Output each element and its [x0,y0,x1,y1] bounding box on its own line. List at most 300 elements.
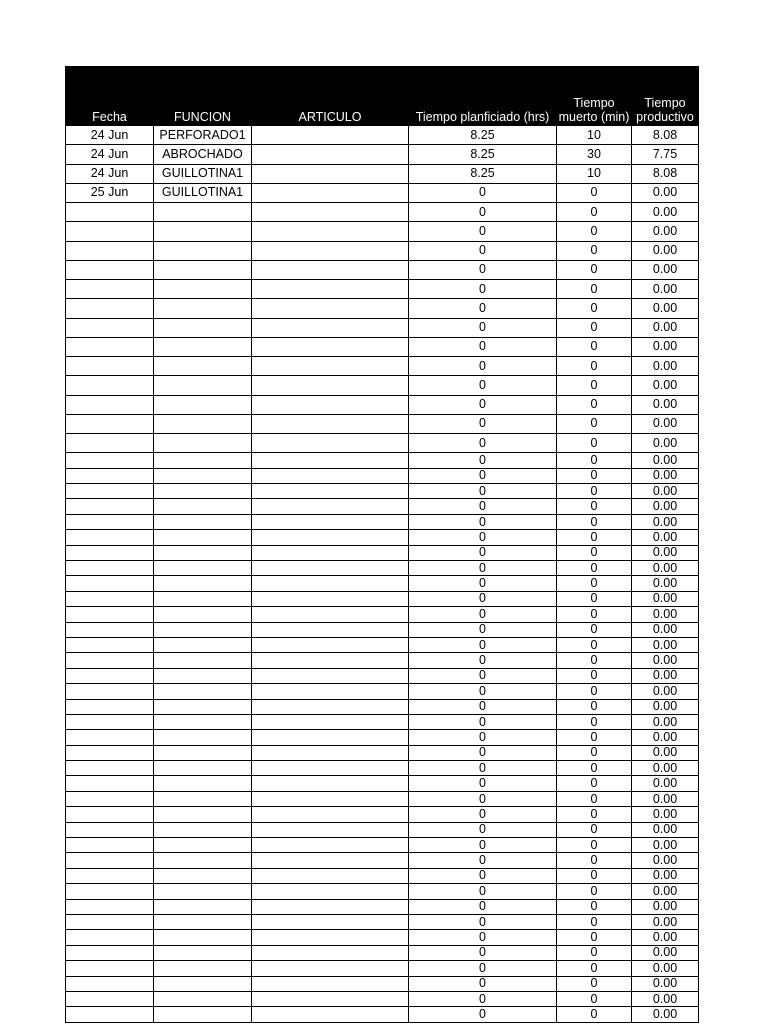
cell-tiempo-productivo: 0.00 [632,222,699,241]
cell-tiempo-productivo: 0.00 [632,622,699,637]
cell-tiempo-planificado: 0 [409,791,557,806]
cell-tiempo-productivo: 0.00 [632,260,699,279]
cell-tiempo-muerto: 0 [557,1007,632,1022]
cell-tiempo-productivo: 0.00 [632,991,699,1006]
cell-tiempo-muerto: 0 [557,337,632,356]
cell-tiempo-muerto: 10 [557,164,632,183]
cell-tiempo-planificado: 0 [409,453,557,468]
cell-tiempo-productivo: 0.00 [632,499,699,514]
cell-tiempo-productivo: 0.00 [632,791,699,806]
cell-fecha [66,607,154,622]
table-row [66,545,699,560]
table-row [66,699,699,714]
cell-tiempo-productivo: 0.00 [632,714,699,729]
header-fecha: Fecha [66,67,154,126]
cell-funcion [154,822,252,837]
cell-fecha: 25 Jun [66,183,154,202]
cell-fecha [66,453,154,468]
cell-tiempo-planificado: 0 [409,414,557,433]
cell-tiempo-muerto: 0 [557,499,632,514]
cell-tiempo-productivo: 0.00 [632,468,699,483]
cell-fecha [66,853,154,868]
cell-tiempo-planificado: 0 [409,434,557,453]
table-row [66,164,699,183]
cell-articulo [252,791,409,806]
cell-tiempo-planificado: 0 [409,745,557,760]
cell-fecha [66,241,154,260]
cell-tiempo-muerto: 0 [557,376,632,395]
cell-tiempo-planificado: 0 [409,884,557,899]
cell-fecha [66,545,154,560]
cell-tiempo-planificado: 0 [409,714,557,729]
cell-funcion [154,357,252,376]
table-row [66,203,699,222]
cell-tiempo-planificado: 0 [409,930,557,945]
cell-articulo [252,560,409,575]
table-row [66,838,699,853]
table-row [66,499,699,514]
cell-fecha [66,761,154,776]
cell-tiempo-muerto: 0 [557,514,632,529]
cell-fecha [66,576,154,591]
table-row [66,637,699,652]
cell-tiempo-muerto: 0 [557,945,632,960]
cell-tiempo-planificado: 0 [409,183,557,202]
cell-tiempo-muerto: 0 [557,637,632,652]
cell-funcion: GUILLOTINA1 [154,183,252,202]
cell-tiempo-productivo: 0.00 [632,914,699,929]
cell-funcion [154,514,252,529]
cell-tiempo-muerto: 0 [557,530,632,545]
table-row [66,514,699,529]
cell-fecha [66,899,154,914]
cell-tiempo-muerto: 0 [557,484,632,499]
cell-tiempo-productivo: 0.00 [632,560,699,575]
cell-funcion: PERFORADO1 [154,126,252,145]
cell-fecha [66,260,154,279]
cell-articulo [252,868,409,883]
cell-tiempo-muerto: 10 [557,126,632,145]
cell-funcion [154,241,252,260]
table-row [66,145,699,164]
cell-tiempo-planificado: 0 [409,484,557,499]
cell-fecha [66,730,154,745]
cell-funcion [154,699,252,714]
cell-tiempo-muerto: 0 [557,607,632,622]
cell-tiempo-planificado: 0 [409,684,557,699]
cell-fecha [66,991,154,1006]
cell-fecha [66,945,154,960]
cell-funcion [154,318,252,337]
cell-fecha [66,684,154,699]
cell-tiempo-productivo: 0.00 [632,653,699,668]
cell-articulo [252,591,409,606]
cell-fecha [66,868,154,883]
cell-tiempo-productivo: 0.00 [632,637,699,652]
cell-fecha [66,745,154,760]
cell-articulo [252,914,409,929]
cell-tiempo-productivo: 0.00 [632,853,699,868]
cell-funcion [154,622,252,637]
table-body [66,126,699,1023]
cell-tiempo-productivo: 0.00 [632,203,699,222]
header-funcion: FUNCION [154,67,252,126]
header-tiempo-productivo: Tiempo productivo [632,67,699,126]
cell-tiempo-planificado: 0 [409,357,557,376]
cell-tiempo-productivo: 7.75 [632,145,699,164]
cell-fecha [66,591,154,606]
cell-articulo [252,376,409,395]
cell-articulo [252,961,409,976]
cell-tiempo-muerto: 0 [557,930,632,945]
cell-tiempo-productivo: 0.00 [632,591,699,606]
cell-tiempo-planificado: 0 [409,668,557,683]
table-row [66,884,699,899]
cell-fecha [66,499,154,514]
cell-articulo [252,357,409,376]
cell-tiempo-productivo: 8.08 [632,164,699,183]
cell-articulo [252,395,409,414]
cell-fecha [66,203,154,222]
table-row [66,776,699,791]
cell-tiempo-planificado: 0 [409,1007,557,1022]
cell-articulo [252,260,409,279]
cell-tiempo-planificado: 0 [409,607,557,622]
table-row [66,853,699,868]
cell-tiempo-planificado: 0 [409,807,557,822]
table-row [66,868,699,883]
cell-tiempo-muerto: 0 [557,899,632,914]
table-row [66,337,699,356]
cell-fecha [66,484,154,499]
cell-funcion [154,337,252,356]
cell-tiempo-muerto: 0 [557,653,632,668]
cell-tiempo-planificado: 0 [409,899,557,914]
cell-funcion [154,838,252,853]
table-row [66,395,699,414]
table-row [66,914,699,929]
cell-funcion: GUILLOTINA1 [154,164,252,183]
cell-tiempo-productivo: 0.00 [632,576,699,591]
cell-funcion [154,280,252,299]
cell-funcion [154,991,252,1006]
cell-fecha [66,434,154,453]
cell-funcion [154,222,252,241]
cell-fecha [66,914,154,929]
table-row [66,761,699,776]
cell-tiempo-productivo: 0.00 [632,414,699,433]
cell-articulo [252,899,409,914]
cell-tiempo-muerto: 0 [557,357,632,376]
cell-funcion [154,761,252,776]
table-row [66,484,699,499]
table-row [66,930,699,945]
cell-tiempo-planificado: 0 [409,838,557,853]
cell-tiempo-productivo: 0.00 [632,395,699,414]
cell-articulo [252,530,409,545]
cell-tiempo-planificado: 0 [409,591,557,606]
table-row [66,822,699,837]
cell-funcion [154,868,252,883]
table-row [66,714,699,729]
cell-tiempo-muerto: 0 [557,560,632,575]
cell-tiempo-productivo: 0.00 [632,1007,699,1022]
table-row [66,653,699,668]
cell-tiempo-muerto: 0 [557,260,632,279]
cell-funcion [154,203,252,222]
cell-tiempo-productivo: 0.00 [632,899,699,914]
cell-tiempo-muerto: 0 [557,822,632,837]
cell-funcion [154,260,252,279]
cell-funcion [154,914,252,929]
cell-tiempo-muerto: 0 [557,468,632,483]
cell-tiempo-planificado: 0 [409,761,557,776]
cell-tiempo-planificado: 0 [409,976,557,991]
cell-funcion [154,776,252,791]
cell-funcion [154,1007,252,1022]
cell-tiempo-muerto: 0 [557,684,632,699]
cell-tiempo-muerto: 0 [557,280,632,299]
cell-tiempo-productivo: 0.00 [632,976,699,991]
cell-tiempo-planificado: 8.25 [409,126,557,145]
cell-funcion [154,591,252,606]
cell-tiempo-muerto: 0 [557,414,632,433]
table-row [66,299,699,318]
cell-fecha [66,514,154,529]
cell-fecha [66,776,154,791]
cell-articulo [252,222,409,241]
cell-articulo [252,241,409,260]
cell-funcion [154,730,252,745]
cell-funcion [154,395,252,414]
cell-fecha [66,414,154,433]
cell-tiempo-productivo: 0.00 [632,822,699,837]
cell-tiempo-productivo: 0.00 [632,745,699,760]
cell-fecha [66,530,154,545]
cell-tiempo-planificado: 0 [409,945,557,960]
cell-fecha: 24 Jun [66,164,154,183]
cell-articulo [252,761,409,776]
cell-funcion [154,453,252,468]
cell-tiempo-productivo: 0.00 [632,838,699,853]
cell-funcion [154,961,252,976]
cell-tiempo-muerto: 0 [557,299,632,318]
cell-tiempo-planificado: 0 [409,730,557,745]
cell-tiempo-planificado: 0 [409,545,557,560]
cell-tiempo-planificado: 0 [409,961,557,976]
table-row [66,453,699,468]
cell-tiempo-productivo: 0.00 [632,376,699,395]
table-row [66,357,699,376]
cell-tiempo-planificado: 8.25 [409,145,557,164]
table-row [66,376,699,395]
table-row [66,607,699,622]
table-row [66,961,699,976]
cell-fecha [66,637,154,652]
cell-tiempo-muerto: 0 [557,714,632,729]
cell-tiempo-muerto: 0 [557,976,632,991]
cell-tiempo-productivo: 0.00 [632,280,699,299]
cell-articulo [252,299,409,318]
cell-funcion [154,499,252,514]
cell-tiempo-planificado: 0 [409,914,557,929]
cell-tiempo-muerto: 0 [557,991,632,1006]
cell-tiempo-planificado: 0 [409,560,557,575]
cell-fecha [66,560,154,575]
cell-tiempo-planificado: 0 [409,222,557,241]
cell-funcion [154,468,252,483]
cell-tiempo-muerto: 0 [557,884,632,899]
cell-tiempo-productivo: 0.00 [632,961,699,976]
cell-tiempo-productivo: 0.00 [632,357,699,376]
cell-articulo [252,853,409,868]
cell-funcion [154,530,252,545]
cell-fecha [66,395,154,414]
cell-tiempo-productivo: 0.00 [632,453,699,468]
cell-fecha: 24 Jun [66,126,154,145]
cell-articulo [252,745,409,760]
cell-funcion [154,668,252,683]
cell-tiempo-muerto: 0 [557,868,632,883]
cell-articulo [252,545,409,560]
cell-tiempo-productivo: 0.00 [632,514,699,529]
cell-tiempo-planificado: 0 [409,299,557,318]
table-row [66,945,699,960]
cell-funcion [154,434,252,453]
table-row [66,434,699,453]
cell-tiempo-planificado: 0 [409,868,557,883]
cell-tiempo-muerto: 0 [557,745,632,760]
table-row [66,560,699,575]
cell-tiempo-planificado: 0 [409,637,557,652]
cell-fecha [66,622,154,637]
cell-tiempo-productivo: 0.00 [632,183,699,202]
cell-articulo [252,684,409,699]
table-row [66,222,699,241]
table-row [66,991,699,1006]
cell-tiempo-muerto: 0 [557,434,632,453]
cell-articulo [252,668,409,683]
cell-tiempo-planificado: 0 [409,280,557,299]
cell-tiempo-productivo: 0.00 [632,699,699,714]
cell-tiempo-planificado: 0 [409,318,557,337]
cell-tiempo-muerto: 0 [557,761,632,776]
cell-articulo [252,468,409,483]
cell-funcion [154,560,252,575]
cell-tiempo-muerto: 0 [557,807,632,822]
cell-articulo [252,280,409,299]
cell-tiempo-muerto: 0 [557,730,632,745]
table-row [66,468,699,483]
cell-tiempo-productivo: 0.00 [632,668,699,683]
cell-fecha [66,822,154,837]
cell-tiempo-productivo: 0.00 [632,530,699,545]
cell-funcion [154,976,252,991]
cell-articulo [252,414,409,433]
cell-articulo [252,622,409,637]
cell-funcion [154,791,252,806]
header-row [66,67,699,126]
cell-articulo [252,699,409,714]
cell-funcion [154,684,252,699]
cell-tiempo-muerto: 0 [557,668,632,683]
cell-tiempo-planificado: 0 [409,530,557,545]
cell-fecha [66,838,154,853]
cell-funcion [154,484,252,499]
cell-articulo [252,514,409,529]
cell-tiempo-planificado: 0 [409,395,557,414]
cell-articulo [252,183,409,202]
table-row [66,976,699,991]
cell-fecha [66,961,154,976]
cell-articulo [252,838,409,853]
table-row [66,745,699,760]
cell-tiempo-muerto: 0 [557,591,632,606]
cell-articulo [252,976,409,991]
cell-articulo [252,653,409,668]
cell-articulo [252,126,409,145]
cell-tiempo-productivo: 0.00 [632,241,699,260]
cell-tiempo-productivo: 0.00 [632,945,699,960]
cell-articulo [252,453,409,468]
cell-tiempo-muerto: 0 [557,914,632,929]
cell-articulo [252,776,409,791]
cell-fecha [66,280,154,299]
cell-articulo [252,1007,409,1022]
cell-tiempo-planificado: 0 [409,653,557,668]
header-articulo: ARTICULO [252,67,409,126]
header-tiempo-planificado: Tiempo planficiado (hrs) [409,67,557,126]
cell-funcion [154,376,252,395]
table-row [66,791,699,806]
cell-funcion [154,714,252,729]
cell-tiempo-muerto: 0 [557,699,632,714]
table-row [66,414,699,433]
cell-tiempo-planificado: 0 [409,376,557,395]
production-time-table [65,66,699,1023]
cell-articulo [252,203,409,222]
cell-funcion [154,607,252,622]
cell-articulo [252,822,409,837]
cell-tiempo-productivo: 0.00 [632,930,699,945]
cell-articulo [252,884,409,899]
cell-fecha [66,1007,154,1022]
table-row [66,280,699,299]
table-row [66,1007,699,1022]
cell-tiempo-muerto: 0 [557,576,632,591]
cell-tiempo-planificado: 0 [409,822,557,837]
cell-fecha [66,653,154,668]
cell-articulo [252,607,409,622]
cell-tiempo-productivo: 0.00 [632,776,699,791]
header-tiempo-muerto: Tiempo muerto (min) [557,67,632,126]
table-row [66,622,699,637]
cell-tiempo-planificado: 0 [409,241,557,260]
cell-tiempo-muerto: 0 [557,222,632,241]
cell-tiempo-planificado: 0 [409,514,557,529]
cell-funcion [154,653,252,668]
cell-fecha [66,699,154,714]
cell-articulo [252,164,409,183]
cell-articulo [252,434,409,453]
cell-articulo [252,730,409,745]
cell-tiempo-muerto: 0 [557,183,632,202]
cell-funcion [154,853,252,868]
cell-tiempo-planificado: 0 [409,576,557,591]
cell-funcion [154,899,252,914]
cell-tiempo-productivo: 0.00 [632,730,699,745]
cell-tiempo-planificado: 0 [409,853,557,868]
